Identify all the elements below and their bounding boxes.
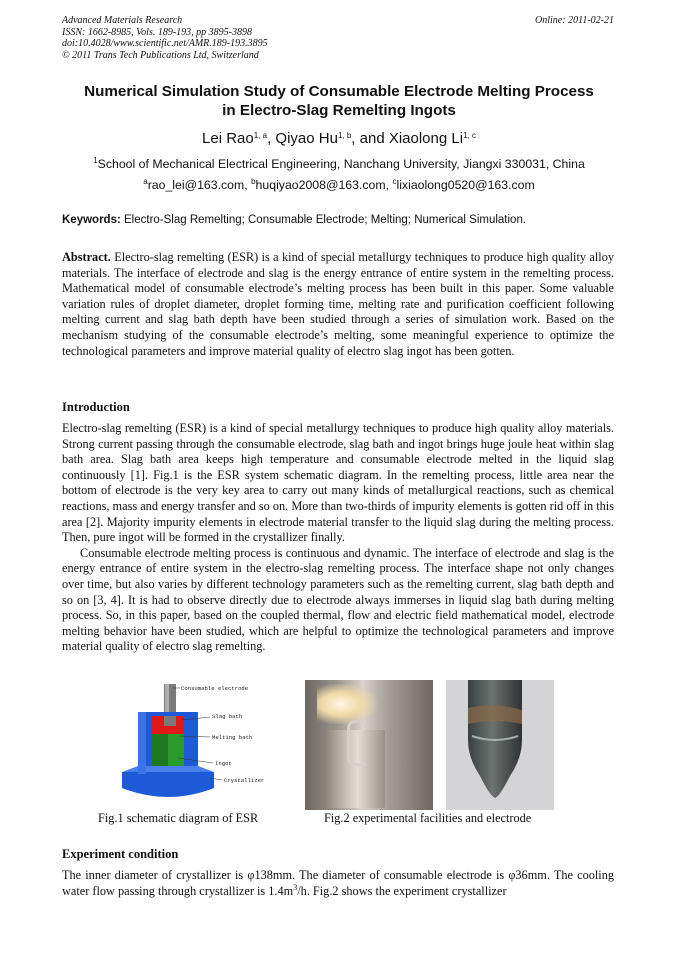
furnace-glow xyxy=(317,684,377,724)
keywords-label: Keywords: xyxy=(62,214,121,226)
doi: doi:10.4028/www.scientific.net/AMR.189-193.3895 xyxy=(62,38,268,49)
fig2-caption: Fig.2 experimental facilities and electrode xyxy=(324,811,532,825)
label-melting-bath: Melting bath xyxy=(212,734,253,741)
online-date: Online: 2011-02-21 xyxy=(535,15,614,26)
title-line-2: in Electro-Slag Remelting Ingots xyxy=(222,102,456,119)
copyright: © 2011 Trans Tech Publications Ltd, Switzerland xyxy=(62,49,259,61)
experiment-body xyxy=(62,868,614,899)
abstract-label: Abstract. xyxy=(62,250,111,264)
experiment-text-2: /h. Fig.2 shows the experiment crystallizer xyxy=(297,883,507,898)
experiment-sup: 3 xyxy=(293,882,298,892)
experiment-heading: Experiment condition xyxy=(62,847,179,861)
email-address[interactable]: huqiyao2008@163.com xyxy=(255,178,386,192)
intro-body xyxy=(62,421,614,655)
author-list xyxy=(0,130,678,147)
email-address[interactable]: rao_lei@163.com xyxy=(147,178,245,192)
journal-header xyxy=(62,15,614,61)
intro-heading: Introduction xyxy=(62,400,130,414)
email-sup: a xyxy=(143,177,148,186)
issn: ISSN: 1662-8985, Vols. 189-193, pp 3895-3898 xyxy=(62,26,252,38)
electrode-photo xyxy=(446,680,554,810)
experimental-facility-photo xyxy=(305,680,433,810)
title-line-1: Numerical Simulation Study of Consumable Electrode Melting Process xyxy=(84,83,594,100)
crystallizer-base xyxy=(122,772,214,797)
email-address[interactable]: lixiaolong0520@163.com xyxy=(396,178,535,192)
author-sup: 1, b xyxy=(337,131,352,140)
author-and: , and xyxy=(351,130,389,147)
label-slag-bath: Slag bath xyxy=(212,713,243,720)
esr-schematic-figure xyxy=(118,680,278,810)
affiliation xyxy=(0,157,678,171)
email-list: $^a$rao_lei@163.com, $^b$huqiyao2008@163.com, $^c$lixiaolong0520@163.com xyxy=(143,177,535,192)
melted-electrode xyxy=(460,680,530,800)
label-crystallizer: Crystallizer xyxy=(224,777,265,784)
electrode-tip xyxy=(164,716,176,726)
affiliation-sup: 1 xyxy=(93,156,98,165)
label-ingot: Ingot xyxy=(215,760,232,767)
email-sup: b xyxy=(251,177,256,186)
abstract xyxy=(62,250,614,359)
intro-paragraph-1: Electro-slag remelting (ESR) is a kind of special metallurgy techniques to produce high quality alloy materials. Strong current passing through the consumable electrode, slag bath and ingot brings huge joule heat within slag bath area. Slag bath area keeps high temperature and consumable electrode melted in the liquid slag continuously [1]. Fig.1 is the ESR system schematic diagram. In the remelting process, little area near the bottom of electrode is the very key area to carry out many kinds of metallurgical reactions, such as chemical reactions, mass and energy transfer and so on. More than two-thirds of impurity elements is gotten rid off in this area [2]. Majority impurity elements in electrode material transfer to the liquid slag during the melting process. Then, pure ingot will be formed in the crystallizer finally. xyxy=(62,421,614,545)
affiliation-text: School of Mechanical Electrical Engineering, Nanchang University, Jiangxi 330031, China xyxy=(97,157,585,171)
author-name: Xiaolong Li xyxy=(388,130,464,147)
paper-title xyxy=(40,82,638,120)
author-name: Qiyao Hu xyxy=(275,130,338,147)
abstract-text: Electro-slag remelting (ESR) is a kind of special metallurgy techniques to produce high quality alloy materials. The interface of electrode and slag is the energy entrance of entire system in the remelting process. Mathematical model of consumable electrode’s melting process has been built in this paper. Some valuable variation rules of droplet diameter, droplet forming time, melting rate and purification coefficient following melting current and slag bath depth have been studied through a series of simulation work. Based on the mechanism studying of the consumable electrode’s melting, some meaningful experience to optimize the technological parameters and improve material quality of electro slag ingot has been gotten. xyxy=(62,250,614,358)
experiment-text-1: The inner diameter of crystallizer is φ138mm. The diameter of consumable electrode is φ36mm. The cooling water flow passing through crystallizer is 1.4m xyxy=(62,868,614,898)
keywords xyxy=(62,214,614,226)
author-separator: , xyxy=(267,130,276,147)
hook xyxy=(347,720,366,766)
fig1-caption: Fig.1 schematic diagram of ESR xyxy=(98,811,259,825)
author-sup: 1, c xyxy=(463,131,476,140)
author-sup: 1, a xyxy=(253,131,268,140)
journal-name: Advanced Materials Research xyxy=(62,15,183,26)
keywords-text: Electro-Slag Remelting; Consumable Electrode; Melting; Numerical Simulation. xyxy=(124,214,527,226)
email-sup: c xyxy=(392,177,397,186)
author-name: Lei Rao xyxy=(202,130,254,147)
intro-paragraph-2: Consumable electrode melting process is continuous and dynamic. The interface of electrode and slag is the energy entrance of entire system in the electro-slag remelting process. The interface shape not only changes over time, but also varies by different technology parameters such as the remelting current, slag bath depth and so on [3, 4]. It is had to observe directly due to electrode always immerses in liquid slag bath during melting process. So, in this paper, based on the coupled thermal, flow and electric field mathematical model, electrode melting behavior have been studied, which are helpful to optimize the technological parameters and improve material quality of electro slag remelting. xyxy=(62,545,614,654)
label-consumable-electrode: Consumable electrode xyxy=(181,685,249,692)
